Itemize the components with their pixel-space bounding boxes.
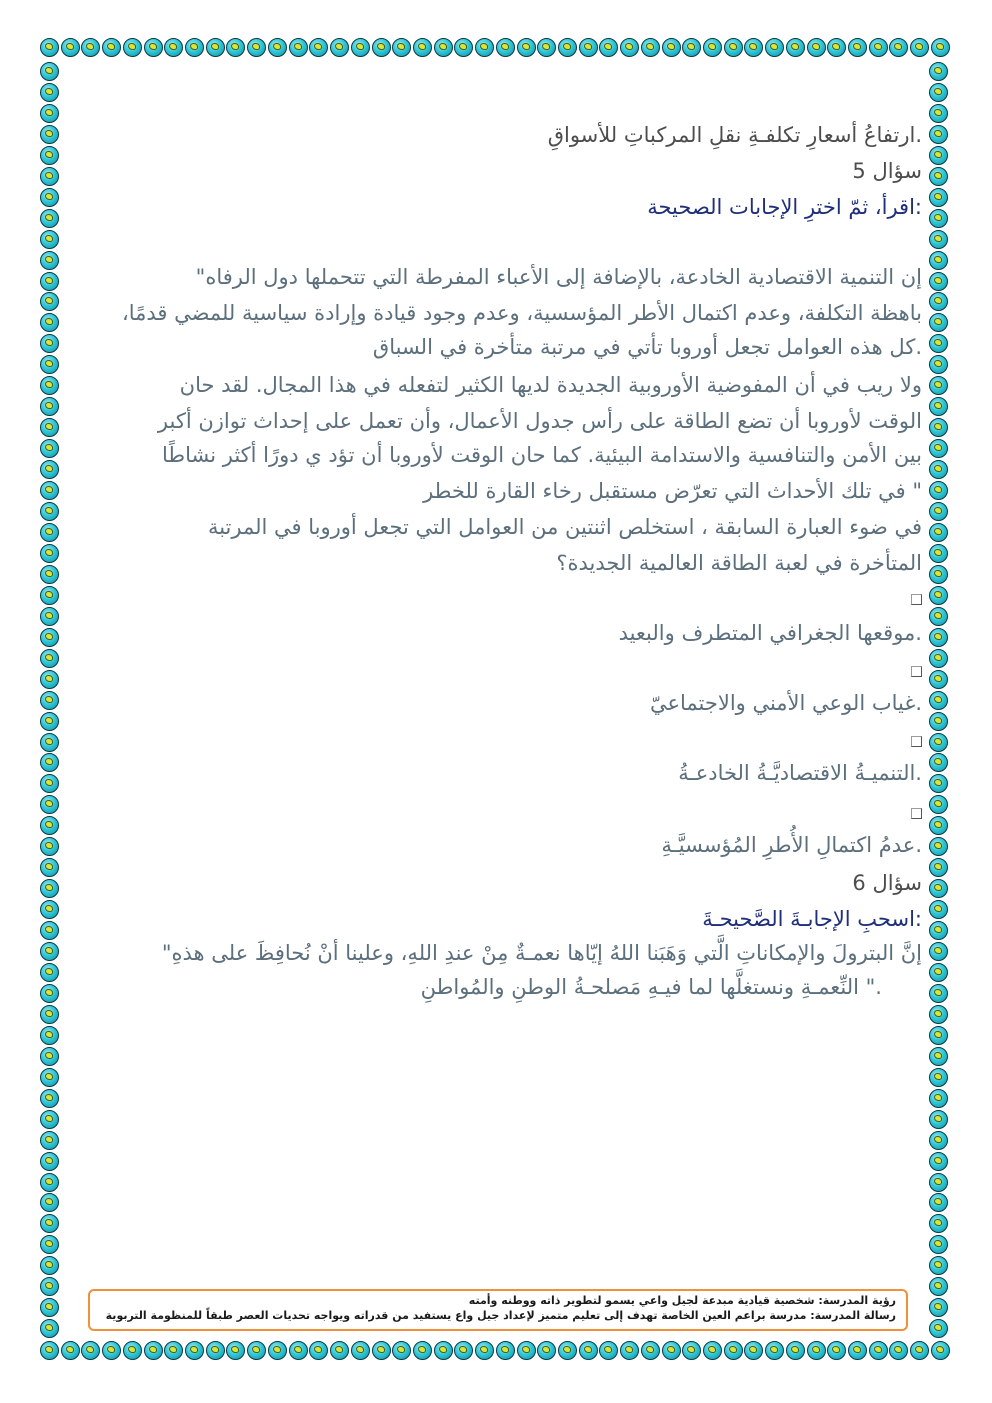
- globe-icon: [309, 38, 328, 57]
- page-border-left: [40, 62, 62, 1339]
- option-3-label: .التنميـةُ الاقتصاديَّـةُ الخادعـةُ: [678, 761, 922, 785]
- globe-icon: [929, 712, 948, 731]
- globe-icon: [929, 1214, 948, 1233]
- q5-passage-line: بين الأمن والتنافسية والاستدامة البيئية. كما حان الوقت لأوروبا أن تؤد ي دورًا أكثر نشاطًا: [161, 443, 922, 467]
- globe-icon: [40, 963, 59, 982]
- globe-icon: [517, 1341, 536, 1360]
- globe-icon: [392, 38, 411, 57]
- q5-passage-line: باهظة التكلفة، وعدم اكتمال الأطر المؤسسية، وعدم وجود قيادة وإرادة سياسية للمضي قدمًا،: [121, 301, 922, 325]
- globe-icon: [929, 334, 948, 353]
- globe-icon: [40, 272, 59, 291]
- globe-icon: [40, 795, 59, 814]
- q5-passage-line: " في تلك الأحداث التي تعرّض مستقبل رخاء القارة للخطر: [423, 479, 922, 503]
- globe-icon: [620, 1341, 639, 1360]
- globe-icon: [40, 251, 59, 270]
- globe-icon: [703, 1341, 722, 1360]
- school-vision: رؤية المدرسة: شخصية قيادية مبدعة لجيل واعي يسمو لتطوير ذاته ووطنه وأمته: [468, 1294, 896, 1307]
- globe-icon: [40, 167, 59, 186]
- globe-icon: [40, 1341, 59, 1360]
- globe-icon: [351, 1341, 370, 1360]
- globe-icon: [40, 481, 59, 500]
- globe-icon: [929, 1277, 948, 1296]
- question-5-instruction: :اقرأ، ثمّ اخترِ الإجابات الصحيحة: [647, 195, 922, 219]
- globe-icon: [869, 1341, 888, 1360]
- globe-icon: [929, 1152, 948, 1171]
- q5-passage-line: الوقت لأوروبا أن تضع الطاقة على رأس جدول الأعمال، وأن تعمل على إحداث توازن أكبر: [157, 409, 922, 433]
- globe-icon: [102, 38, 121, 57]
- globe-icon: [413, 38, 432, 57]
- globe-icon: [40, 900, 59, 919]
- globe-icon: [929, 83, 948, 102]
- globe-icon: [929, 879, 948, 898]
- globe-icon: [929, 1026, 948, 1045]
- globe-icon: [786, 1341, 805, 1360]
- globe-icon: [929, 167, 948, 186]
- globe-icon: [929, 230, 948, 249]
- globe-icon: [929, 209, 948, 228]
- globe-icon: [929, 125, 948, 144]
- globe-icon: [848, 38, 867, 57]
- globe-icon: [40, 774, 59, 793]
- globe-icon: [40, 1005, 59, 1024]
- globe-icon: [40, 544, 59, 563]
- globe-icon: [724, 38, 743, 57]
- globe-icon: [496, 1341, 515, 1360]
- globe-icon: [517, 38, 536, 57]
- globe-icon: [929, 670, 948, 689]
- globe-icon: [40, 334, 59, 353]
- globe-icon: [40, 418, 59, 437]
- q5-question-line: في ضوء العبارة السابقة ، استخلص اثنتين من العوامل التي تجعل أوروبا في المرتبة: [207, 515, 922, 539]
- globe-icon: [929, 251, 948, 270]
- globe-icon: [226, 38, 245, 57]
- globe-icon: [929, 921, 948, 940]
- globe-icon: [662, 1341, 681, 1360]
- globe-icon: [40, 62, 59, 81]
- globe-icon: [929, 774, 948, 793]
- globe-icon: [40, 628, 59, 647]
- globe-icon: [496, 38, 515, 57]
- globe-icon: [929, 292, 948, 311]
- globe-icon: [475, 1341, 494, 1360]
- globe-icon: [40, 1214, 59, 1233]
- page-border-bottom: [40, 1341, 950, 1363]
- globe-icon: [40, 460, 59, 479]
- globe-icon: [929, 502, 948, 521]
- globe-icon: [40, 146, 59, 165]
- globe-icon: [807, 38, 826, 57]
- globe-icon: [889, 1341, 908, 1360]
- globe-icon: [40, 1298, 59, 1317]
- globe-icon: [40, 397, 59, 416]
- globe-icon: [929, 837, 948, 856]
- option-2-label: .غياب الوعي الأمني والاجتماعيّ: [649, 691, 922, 715]
- globe-icon: [599, 1341, 618, 1360]
- globe-icon: [164, 38, 183, 57]
- globe-icon: [929, 104, 948, 123]
- globe-icon: [682, 1341, 701, 1360]
- globe-icon: [848, 1341, 867, 1360]
- globe-icon: [579, 38, 598, 57]
- globe-icon: [786, 38, 805, 57]
- globe-icon: [929, 1005, 948, 1024]
- question-6-instruction: :اسحبِ الإجابـةَ الصَّحيحـةَ: [702, 907, 922, 931]
- globe-icon: [929, 439, 948, 458]
- globe-icon: [929, 963, 948, 982]
- globe-icon: [929, 376, 948, 395]
- globe-icon: [929, 1068, 948, 1087]
- intro-line: .ارتفاعُ أسعارِ تكلفـةِ نقلِ المركباتِ للأسواقِ: [547, 123, 922, 147]
- globe-icon: [40, 1131, 59, 1150]
- globe-icon: [929, 481, 948, 500]
- globe-icon: [558, 38, 577, 57]
- globe-icon: [40, 439, 59, 458]
- globe-icon: [40, 1193, 59, 1212]
- globe-icon: [40, 209, 59, 228]
- globe-icon: [40, 523, 59, 542]
- globe-icon: [40, 879, 59, 898]
- globe-icon: [226, 1341, 245, 1360]
- globe-icon: [40, 83, 59, 102]
- globe-icon: [929, 795, 948, 814]
- globe-icon: [929, 649, 948, 668]
- option-2-checkbox[interactable]: [911, 666, 922, 677]
- option-3-checkbox[interactable]: [911, 736, 922, 747]
- q5-passage-line: إن التنمية الاقتصادية الخادعة، بالإضافة إلى الأعباء المفرطة التي تتحملها دول الرفاه": [195, 265, 922, 289]
- globe-icon: [40, 1110, 59, 1129]
- option-1-checkbox[interactable]: [911, 594, 922, 605]
- globe-icon: [144, 1341, 163, 1360]
- globe-icon: [827, 1341, 846, 1360]
- globe-icon: [40, 1089, 59, 1108]
- globe-icon: [765, 38, 784, 57]
- globe-icon: [929, 607, 948, 626]
- globe-icon: [929, 900, 948, 919]
- globe-icon: [929, 1110, 948, 1129]
- globe-icon: [869, 38, 888, 57]
- globe-icon: [929, 313, 948, 332]
- globe-icon: [247, 1341, 266, 1360]
- globe-icon: [40, 691, 59, 710]
- option-4-label: .عدمُ اكتمالِ الأُطرِ المُؤسسيَّـةِ: [661, 833, 922, 857]
- globe-icon: [102, 1341, 121, 1360]
- globe-icon: [929, 1235, 948, 1254]
- globe-icon: [454, 38, 473, 57]
- globe-icon: [40, 586, 59, 605]
- globe-icon: [185, 1341, 204, 1360]
- globe-icon: [392, 1341, 411, 1360]
- globe-icon: [929, 1131, 948, 1150]
- globe-icon: [40, 607, 59, 626]
- globe-icon: [434, 38, 453, 57]
- globe-icon: [289, 38, 308, 57]
- globe-icon: [929, 565, 948, 584]
- globe-icon: [454, 1341, 473, 1360]
- globe-icon: [40, 712, 59, 731]
- globe-icon: [929, 460, 948, 479]
- globe-icon: [40, 188, 59, 207]
- globe-icon: [372, 38, 391, 57]
- globe-icon: [537, 1341, 556, 1360]
- globe-icon: [929, 544, 948, 563]
- globe-icon: [929, 355, 948, 374]
- globe-icon: [40, 565, 59, 584]
- q5-passage-line: ولا ريب في أن المفوضية الأوروبية الجديدة لديها الكثير لتفعله في هذا المجال. لقد حان: [179, 373, 922, 397]
- globe-icon: [40, 816, 59, 835]
- globe-icon: [599, 38, 618, 57]
- globe-icon: [372, 1341, 391, 1360]
- globe-icon: [40, 1152, 59, 1171]
- globe-icon: [40, 230, 59, 249]
- globe-icon: [40, 921, 59, 940]
- globe-icon: [929, 418, 948, 437]
- globe-icon: [330, 38, 349, 57]
- globe-icon: [40, 670, 59, 689]
- q5-question-line: المتأخرة في لعبة الطاقة العالمية الجديدة؟: [556, 551, 922, 575]
- globe-icon: [929, 1047, 948, 1066]
- globe-icon: [40, 984, 59, 1003]
- globe-icon: [268, 38, 287, 57]
- globe-icon: [929, 1256, 948, 1275]
- globe-icon: [929, 146, 948, 165]
- globe-icon: [889, 38, 908, 57]
- globe-icon: [61, 38, 80, 57]
- globe-icon: [309, 1341, 328, 1360]
- globe-icon: [40, 104, 59, 123]
- footer-box: [88, 1289, 908, 1331]
- question-5-number: سؤال 5: [852, 159, 922, 183]
- globe-icon: [351, 38, 370, 57]
- globe-icon: [744, 1341, 763, 1360]
- globe-icon: [579, 1341, 598, 1360]
- q5-passage-line: .كل هذه العوامل تجعل أوروبا تأتي في مرتبة متأخرة في السباق: [372, 335, 922, 359]
- globe-icon: [765, 1341, 784, 1360]
- globe-icon: [40, 355, 59, 374]
- option-4-checkbox[interactable]: [911, 808, 922, 819]
- globe-icon: [81, 38, 100, 57]
- globe-icon: [929, 1089, 948, 1108]
- globe-icon: [40, 1026, 59, 1045]
- globe-icon: [40, 1068, 59, 1087]
- school-mission: رسالة المدرسة: مدرسة براعم العين الخاصة تهدف إلى تعليم متميز لإعداد جيل واع يستفيد من قدراته ويواجه تحديات العصر طبقاً للمنظومة التربوية: [105, 1309, 896, 1322]
- globe-icon: [620, 38, 639, 57]
- globe-icon: [40, 1047, 59, 1066]
- globe-icon: [929, 984, 948, 1003]
- globe-icon: [910, 1341, 929, 1360]
- q6-passage-line[interactable]: إنَّ البترولَ والإمكاناتِ الَّتي وَهَبَنا اللهُ إيّاها نعمـةٌ مِنْ عندِ اللهِ، وعلينا أنْ نُحافِظَ على هذهِ": [161, 941, 922, 965]
- globe-icon: [40, 733, 59, 752]
- globe-icon: [40, 1173, 59, 1192]
- globe-icon: [929, 272, 948, 291]
- globe-icon: [641, 1341, 660, 1360]
- globe-icon: [185, 38, 204, 57]
- globe-icon: [929, 691, 948, 710]
- globe-icon: [164, 1341, 183, 1360]
- page-border-top: [40, 38, 950, 60]
- globe-icon: [413, 1341, 432, 1360]
- globe-icon: [744, 38, 763, 57]
- globe-icon: [40, 38, 59, 57]
- globe-icon: [558, 1341, 577, 1360]
- option-1-label: .موقعها الجغرافي المتطرف والبعيد: [618, 621, 922, 645]
- globe-icon: [724, 1341, 743, 1360]
- globe-icon: [40, 753, 59, 772]
- globe-icon: [929, 397, 948, 416]
- globe-icon: [40, 649, 59, 668]
- globe-icon: [929, 523, 948, 542]
- globe-icon: [123, 1341, 142, 1360]
- globe-icon: [662, 38, 681, 57]
- globe-icon: [807, 1341, 826, 1360]
- globe-icon: [929, 188, 948, 207]
- globe-icon: [929, 62, 948, 81]
- globe-icon: [81, 1341, 100, 1360]
- globe-icon: [703, 38, 722, 57]
- globe-icon: [682, 38, 701, 57]
- globe-icon: [268, 1341, 287, 1360]
- globe-icon: [929, 1298, 948, 1317]
- globe-icon: [827, 38, 846, 57]
- question-6-number: سؤال 6: [852, 871, 922, 895]
- globe-icon: [40, 858, 59, 877]
- globe-icon: [40, 837, 59, 856]
- globe-icon: [537, 38, 556, 57]
- globe-icon: [40, 1319, 59, 1338]
- globe-icon: [641, 38, 660, 57]
- globe-icon: [475, 38, 494, 57]
- globe-icon: [910, 38, 929, 57]
- globe-icon: [40, 502, 59, 521]
- globe-icon: [929, 858, 948, 877]
- globe-icon: [206, 1341, 225, 1360]
- globe-icon: [929, 628, 948, 647]
- globe-icon: [40, 1256, 59, 1275]
- globe-icon: [40, 1235, 59, 1254]
- globe-icon: [929, 753, 948, 772]
- globe-icon: [206, 38, 225, 57]
- globe-icon: [144, 38, 163, 57]
- globe-icon: [929, 942, 948, 961]
- globe-icon: [929, 1173, 948, 1192]
- globe-icon: [929, 733, 948, 752]
- globe-icon: [40, 292, 59, 311]
- globe-icon: [40, 1277, 59, 1296]
- globe-icon: [40, 125, 59, 144]
- globe-icon: [40, 376, 59, 395]
- globe-icon: [247, 38, 266, 57]
- globe-icon: [931, 38, 950, 57]
- globe-icon: [434, 1341, 453, 1360]
- globe-icon: [40, 313, 59, 332]
- q6-passage-line[interactable]: ." النِّعمـةِ ونستغلَّها لما فيـهِ مَصلحـةُ الوطنِ والمُواطنِ: [420, 975, 882, 999]
- globe-icon: [929, 1319, 948, 1338]
- globe-icon: [929, 816, 948, 835]
- globe-icon: [123, 38, 142, 57]
- globe-icon: [61, 1341, 80, 1360]
- globe-icon: [931, 1341, 950, 1360]
- globe-icon: [289, 1341, 308, 1360]
- globe-icon: [330, 1341, 349, 1360]
- globe-icon: [929, 1193, 948, 1212]
- page-border-right: [929, 62, 951, 1339]
- globe-icon: [40, 942, 59, 961]
- globe-icon: [929, 586, 948, 605]
